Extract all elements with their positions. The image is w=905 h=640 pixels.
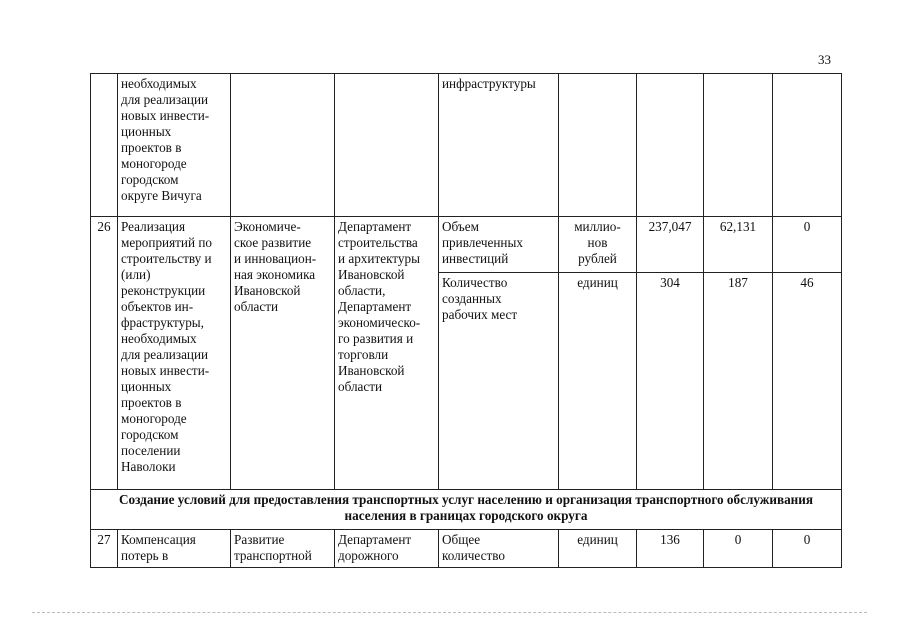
program-cell [231,74,335,217]
unit-cell: миллио- нов рублей [559,217,637,273]
section-header-row [91,490,842,530]
executor-cell: Департамент строительства и архитектуры Ивановской области, Департамент экономическо- го развития и торговли Ивановской области [335,217,439,490]
value-cell-2: 0 [704,530,773,568]
page-number: 33 [818,52,831,67]
executor-cell: Департамент дорожного [335,530,439,568]
value-cell-1 [637,74,704,217]
value-cell-3: 0 [773,530,842,568]
row-number-cell: 27 [91,530,118,568]
value-cell-2: 187 [704,273,773,490]
value-cell-2: 62,131 [704,217,773,273]
measure-name-cell: Компенсация потерь в [118,530,231,568]
measures-table [90,73,842,568]
value-cell-1: 304 [637,273,704,490]
value-cell-3: 0 [773,217,842,273]
indicator-name-cell: Объем привлеченных инвестиций [439,217,559,273]
table-row-26 [91,217,842,273]
indicator-name-cell: Количество созданных рабочих мест [439,273,559,490]
row-number-cell [91,74,118,217]
program-cell: Экономиче- ское развитие и инновацион- ная экономика Ивановской области [231,217,335,490]
table-row-27 [91,530,842,568]
value-cell-1: 136 [637,530,704,568]
row-number-cell: 26 [91,217,118,490]
section-title: Создание условий для предоставления транспортных услуг населению и организация транспортного обслуживания населения в границах городского округа [91,490,842,530]
indicator-name-cell: Общее количество [439,530,559,568]
indicator-name-cell: инфраструктуры [439,74,559,217]
measure-name-cell: Реализация мероприятий по строительству и (или) реконструкции объектов ин- фраструктуры, необходимых для реализации новых инвести- ционных проектов в моногороде городском поселении Наволоки [118,217,231,490]
program-cell: Развитие транспортной [231,530,335,568]
unit-cell: единиц [559,273,637,490]
value-cell-2 [704,74,773,217]
value-cell-1: 237,047 [637,217,704,273]
unit-cell: единиц [559,530,637,568]
value-cell-3: 46 [773,273,842,490]
scan-artifact-line [32,612,867,613]
table-row-continuation [91,74,842,217]
value-cell-3 [773,74,842,217]
executor-cell [335,74,439,217]
measure-name-cell: необходимых для реализации новых инвести- ционных проектов в моногороде городском округе Вичуга [118,74,231,217]
unit-cell [559,74,637,217]
